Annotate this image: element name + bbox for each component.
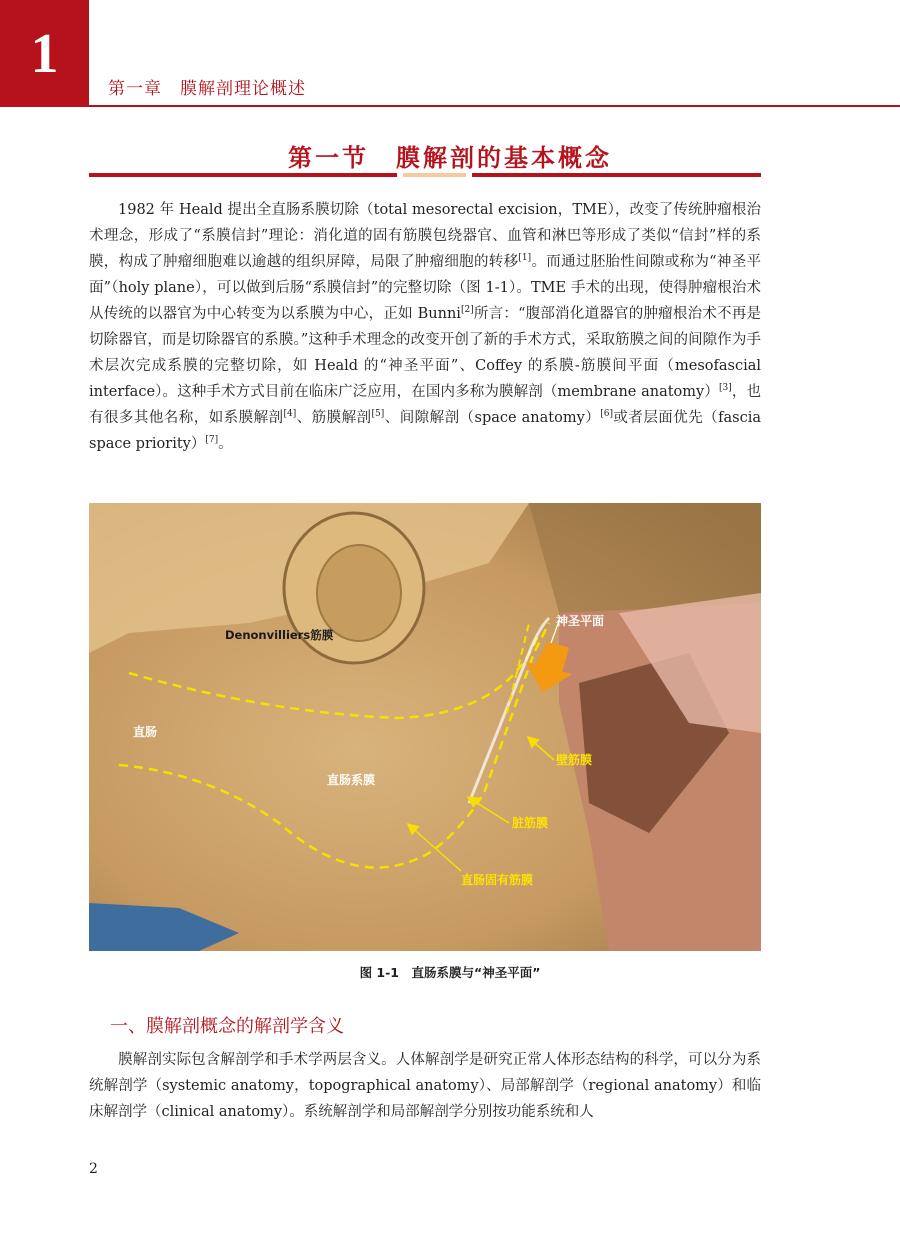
anatomy-photo-figure <box>89 503 761 951</box>
citation: [2] <box>460 305 474 315</box>
section-title: 第一节 膜解剖的基本概念 <box>288 144 612 172</box>
citation: [7] <box>205 435 219 445</box>
anatomy-photo <box>89 503 761 951</box>
label-holy-plane: 神圣平面 <box>556 614 605 628</box>
citation: [6] <box>600 409 613 419</box>
title-rule-accent <box>403 173 466 177</box>
chapter-number: 1 <box>30 22 59 85</box>
citation: [1] <box>518 253 532 263</box>
text-run: 。而通过胚胎性间隙或称为“神圣平面”（holy plane），可以做到后肠“系膜信封”的完整切除（图 1-1）。TME 手术的出现，使得肿瘤根治术从传统的以器官为中心转变为以系膜为中心，正如 Bunni <box>89 254 762 322</box>
vessel-lumen <box>317 545 401 641</box>
citation: [5] <box>371 409 385 419</box>
text-run: ，也有很多其他名称，如系膜解剖 <box>89 384 762 426</box>
subsection-heading: 一、膜解剖概念的解剖学含义 <box>110 1016 344 1037</box>
label-visceral-fascia: 脏筋膜 <box>512 816 549 830</box>
chapter-number-tab <box>0 0 89 107</box>
chapter-title: 第一章 膜解剖理论概述 <box>108 79 306 99</box>
text-run: 。 <box>218 436 233 452</box>
intro-paragraph <box>89 197 761 457</box>
text-run: 、筋膜解剖 <box>296 410 372 426</box>
title-rule-right <box>472 173 761 177</box>
text-run: 1982 年 Heald 提出全直肠系膜切除（total mesorectal excision，TME），改变了传统肿瘤根治术理念，形成了“系膜信封”理论：消化道的固有筋膜包绕器官、血管和淋巴等形成了类似“信封”样的系膜，构成了肿瘤细胞难以逾越的组织屏障，局限了肿瘤细胞的转移 <box>89 202 761 270</box>
label-parietal-fascia: 壁筋膜 <box>556 753 593 767</box>
subsection-paragraph <box>89 1047 761 1125</box>
page-number: 2 <box>89 1161 98 1177</box>
label-proper-fascia: 直肠固有筋膜 <box>461 873 534 887</box>
label-mesorectum: 直肠系膜 <box>327 773 376 787</box>
text-run: 所言：“腹部消化道器官的肿瘤根治术不再是切除器官，而是切除器官的系膜。”这种手术理念的改变开创了新的手术方式，采取筋膜之间的间隙作为手术层次完成系膜的完整切除，如 Heald 的“神圣平面”、Coffey 的系膜-筋膜间平面（mesofascial interface）。这种手术方式目前在临床广泛应用，在国内多称为膜解剖（membrane anatomy） <box>89 306 761 400</box>
figure-caption: 图 1-1 直肠系膜与“神圣平面” <box>359 965 541 980</box>
label-denonvilliers: Denonvilliers筋膜 <box>225 628 334 642</box>
citation: [4] <box>283 409 297 419</box>
text-run: 或者层面优先（fascia space priority） <box>89 410 762 452</box>
chapter-rule <box>89 105 900 107</box>
citation: [3] <box>719 383 732 393</box>
title-rule-left <box>89 173 397 177</box>
text-run: 膜解剖实际包含解剖学和手术学两层含义。人体解剖学是研究正常人体形态结构的科学，可以分为系统解剖学（systemic anatomy，topographical anatomy）、局部解剖学（regional anatomy）和临床解剖学（clinical anatomy）。系统解剖学和局部解剖学分别按功能系统和人 <box>89 1052 761 1120</box>
text-run: 、间隙解剖（space anatomy） <box>384 410 601 426</box>
label-rectum: 直肠 <box>133 725 158 739</box>
